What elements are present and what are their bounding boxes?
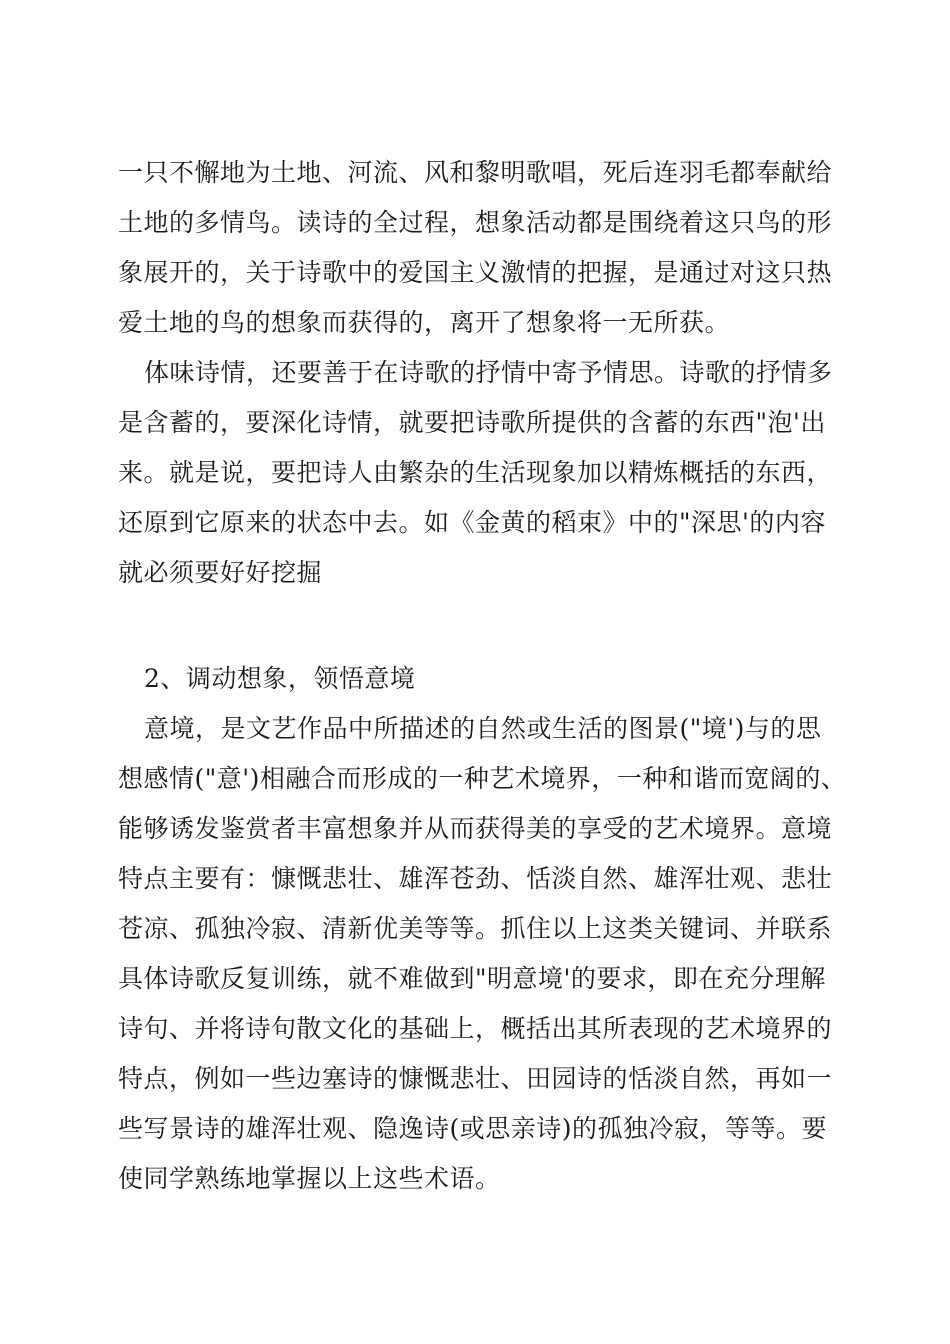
paragraph-line: 诗句、并将诗句散文化的基础上，概括出其所表现的艺术境界的 (118, 1014, 833, 1043)
paragraph-line: 具体诗歌反复训练，就不难做到"明意境'的要求，即在充分理解 (118, 964, 826, 993)
paragraph-line: 使同学熟练地掌握以上这些术语。 (118, 1164, 501, 1193)
paragraph-line: 意境，是文艺作品中所描述的自然或生活的图景("境')与的思 (144, 714, 822, 743)
paragraph-line: 爱土地的鸟的想象而获得的，离开了想象将一无所获。 (118, 308, 731, 337)
paragraph-line: 苍凉、孤独冷寂、清新优美等等。抓住以上这类关键词、并联系 (118, 914, 833, 943)
paragraph-line: 体味诗情，还要善于在诗歌的抒情中寄予情思。诗歌的抒情多 (144, 358, 833, 387)
paragraph-line: 象展开的，关于诗歌中的爱国主义激情的把握，是通过对这只热 (118, 258, 833, 287)
paragraph-line: 能够诱发鉴赏者丰富想象并从而获得美的享受的艺术境界。意境 (118, 814, 833, 843)
paragraph-1 (118, 148, 838, 348)
section-heading: 2、调动想象，领悟意境 (144, 664, 416, 693)
paragraph-line: 特点主要有：慷慨悲壮、雄浑苍劲、恬淡自然、雄浑壮观、悲壮 (118, 864, 833, 893)
paragraph-line: 是含蓄的，要深化诗情，就要把诗歌所提供的含蓄的东西"泡'出 (118, 408, 826, 437)
paragraph-line: 想感情("意')相融合而形成的一种艺术境界，一种和谐而宽阔的、 (118, 764, 847, 793)
paragraph-line: 特点，例如一些边塞诗的慷慨悲壮、田园诗的恬淡自然，再如一 (118, 1064, 833, 1093)
paragraph-line: 还原到它原来的状态中去。如《金黄的稻束》中的"深思'的内容 (118, 508, 826, 537)
paragraph-line: 一只不懈地为土地、河流、风和黎明歌唱，死后连羽毛都奉献给 (118, 158, 833, 187)
paragraph-3 (118, 704, 847, 1204)
paragraph-line: 来。就是说，要把诗人由繁杂的生活现象加以精炼概括的东西， (118, 458, 833, 487)
paragraph-2 (118, 348, 838, 598)
document-page (118, 148, 847, 1204)
section-spacer (118, 598, 838, 654)
paragraph-line: 些写景诗的雄浑壮观、隐逸诗(或思亲诗)的孤独冷寂，等等。要 (118, 1114, 828, 1143)
paragraph-line: 就必须要好好挖掘 (118, 558, 323, 587)
paragraph-line: 土地的多情鸟。读诗的全过程，想象活动都是围绕着这只鸟的形 (118, 208, 833, 237)
